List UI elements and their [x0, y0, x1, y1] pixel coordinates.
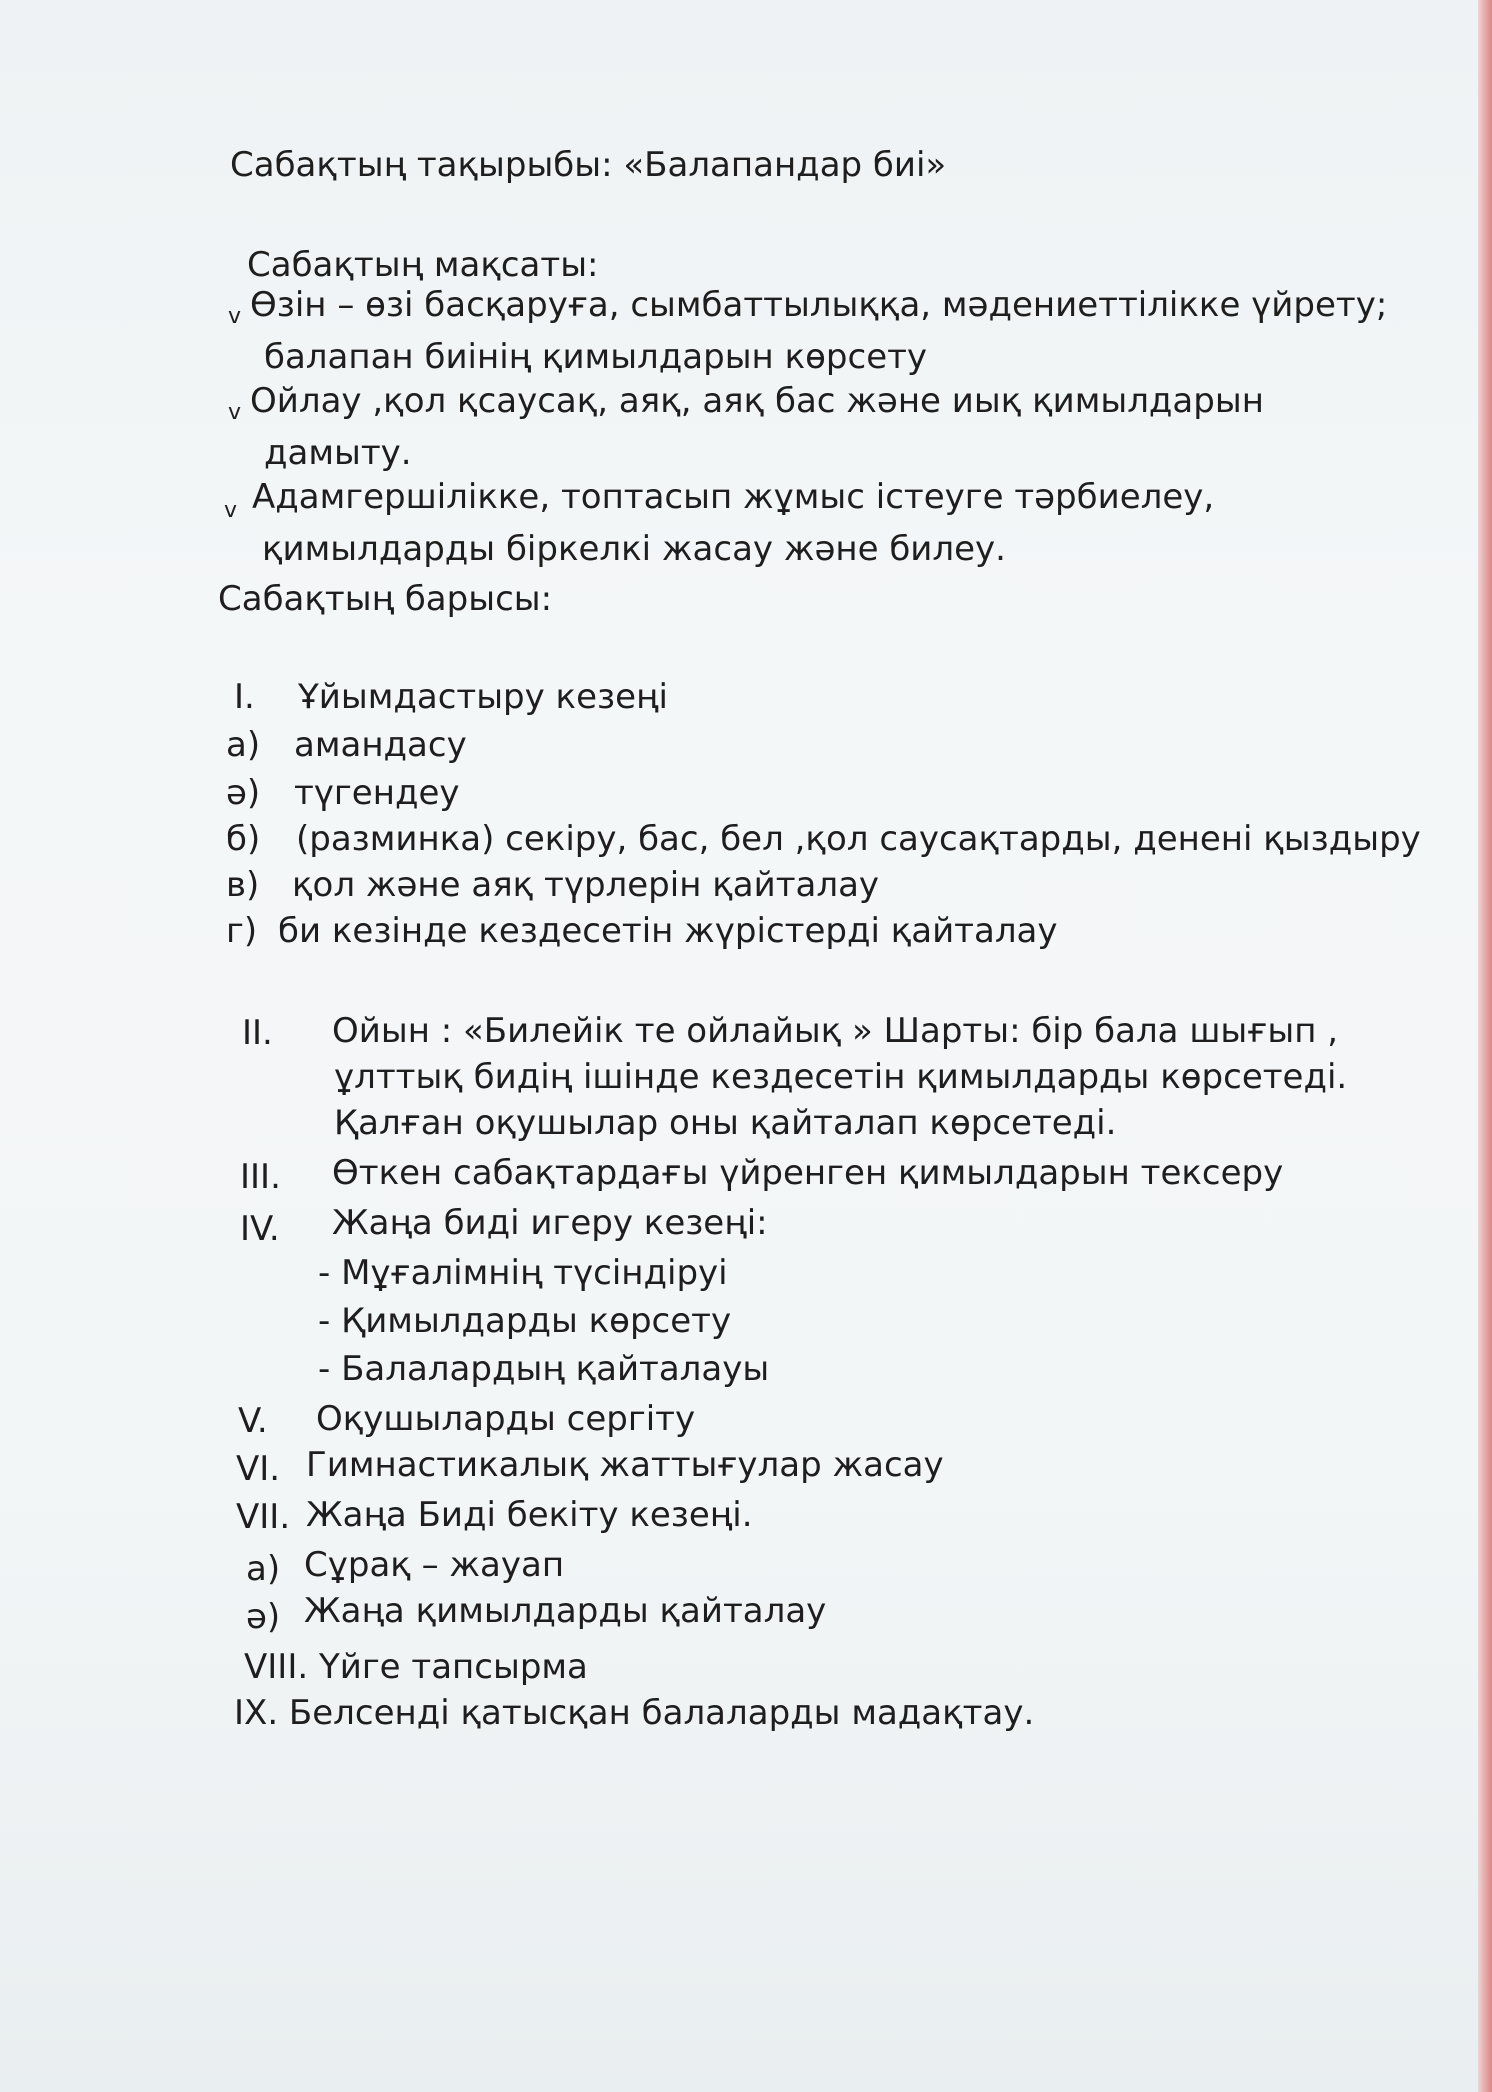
section-7-item: Жаңа қимылдарды қайталау [304, 1591, 827, 1631]
section-5-text: Оқушыларды сергіту [316, 1399, 696, 1439]
lesson-title: Сабақтың тақырыбы: «Балапандар биі» [230, 145, 947, 185]
goal-marker: v [224, 498, 238, 523]
goal-2-line1: Ойлау ,қол қсаусақ, аяқ, аяқ бас және иық қимылдарын [250, 381, 1264, 421]
section-1-item: амандасу [294, 725, 467, 765]
goal-3-line1: Адамгершілікке, топтасып жұмыс істеуге тәрбиелеу, [252, 477, 1215, 517]
section-5-number: V. [238, 1401, 268, 1441]
goal-marker: v [228, 304, 242, 329]
section-1-number: I. [234, 677, 255, 717]
section-8: VIII. Үйге тапсырма [244, 1647, 588, 1687]
section-9: IX. Белсенді қатысқан балаларды мадақтау. [234, 1693, 1035, 1733]
section-4-text: Жаңа биді игеру кезеңі: [332, 1203, 768, 1243]
section-2-line1: Ойын : «Билейік те ойлайық » Шарты: бір бала шығып , [332, 1011, 1339, 1051]
progress-heading: Сабақтың барысы: [218, 579, 553, 619]
goal-3-line2: қимылдарды біркелкі жасау және билеу. [262, 529, 1006, 569]
section-1-item-letter: ә) [226, 773, 261, 813]
section-2-line3: Қалған оқушылар оны қайталап көрсетеді. [334, 1103, 1117, 1143]
goal-marker: v [228, 400, 242, 425]
section-4-item: - Мұғалімнің түсіндіруі [318, 1253, 728, 1293]
section-6-text: Гимнастикалық жаттығулар жасау [306, 1445, 944, 1485]
section-1-item: би кезінде кездесетін жүрістерді қайталау [278, 911, 1058, 951]
section-1-item: қол және аяқ түрлерін қайталау [292, 865, 880, 905]
section-1-item-letter: в) [226, 865, 260, 905]
section-1-item: түгендеу [294, 773, 460, 813]
section-1-title: Ұйымдастыру кезеңі [298, 677, 668, 717]
section-2-line2: ұлттық бидің ішінде кездесетін қимылдарды көрсетеді. [334, 1057, 1348, 1097]
section-1-item: (разминка) секіру, бас, бел ,қол саусақтарды, денені қыздыру [296, 819, 1421, 859]
section-4-item: - Балалардың қайталауы [318, 1349, 770, 1389]
section-4-item: - Қимылдарды көрсету [318, 1301, 732, 1341]
goal-1-line1: Өзін – өзі басқаруға, сымбаттылыққа, мәдениеттілікке үйрету; [250, 285, 1388, 325]
section-6-number: VI. [236, 1449, 281, 1489]
paper-edge [1478, 0, 1492, 2092]
section-4-number: IV. [240, 1209, 280, 1249]
section-3-text: Өткен сабақтардағы үйренген қимылдарын тексеру [332, 1153, 1284, 1193]
section-2-number: II. [242, 1013, 273, 1053]
section-1-item-letter: а) [226, 725, 261, 765]
section-3-number: III. [240, 1157, 281, 1197]
section-7-number: VII. [236, 1497, 291, 1537]
goals-heading: Сабақтың мақсаты: [247, 245, 599, 285]
section-1-item-letter: г) [226, 911, 258, 951]
goal-2-line2: дамыту. [264, 433, 412, 473]
section-7-item: Сұрақ – жауап [304, 1545, 565, 1585]
goal-1-line2: балапан биінің қимылдарын көрсету [264, 337, 928, 377]
section-7-text: Жаңа Биді бекіту кезеңі. [306, 1495, 753, 1535]
section-7-item-letter: ә) [246, 1597, 281, 1637]
section-7-item-letter: а) [246, 1549, 281, 1589]
section-1-item-letter: б) [226, 819, 261, 859]
